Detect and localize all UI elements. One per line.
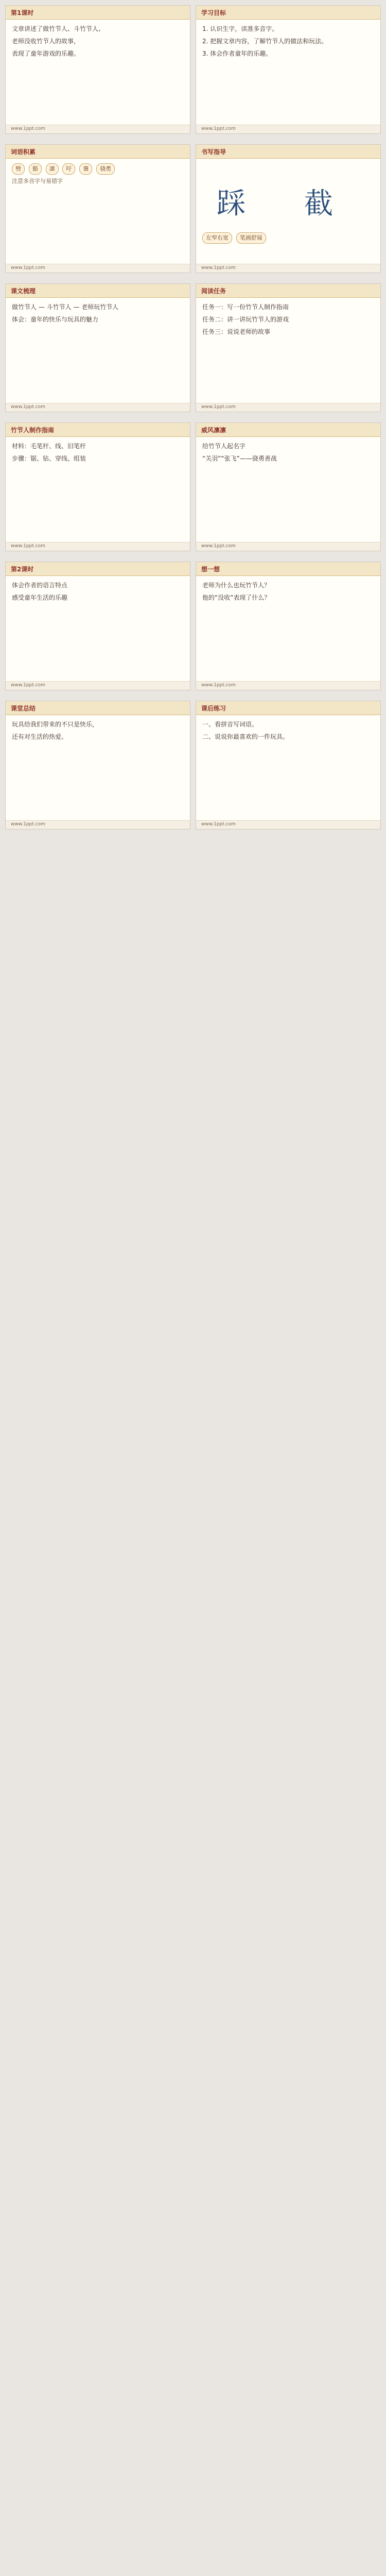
footer-brand: www.1ppt.com (11, 265, 45, 270)
slide-title: 学习目标 (201, 9, 226, 16)
slide-line: 3. 体会作者童年的乐趣。 (202, 50, 272, 57)
slide-5[interactable] (5, 283, 190, 412)
slide-line: 老师没收竹节人的故事， (12, 38, 80, 45)
slide-title-bar (6, 145, 190, 159)
word-pill: 凛 (46, 163, 59, 175)
slide-12[interactable] (196, 701, 381, 829)
slide-title: 课文梳理 (11, 287, 36, 295)
slide-content (12, 581, 184, 605)
slide-line: 任务三：说说老师的故事 (202, 328, 271, 335)
slide-line: 给竹节人起名字 (202, 443, 246, 450)
slide-footer (196, 264, 380, 273)
footer-brand: www.1ppt.com (201, 126, 236, 131)
slide-4[interactable] (196, 144, 381, 273)
slide-2[interactable] (196, 5, 381, 134)
footer-brand: www.1ppt.com (11, 822, 45, 827)
slide-content (202, 581, 374, 605)
slide-line: 任务一：写一份竹节人制作指南 (202, 303, 289, 311)
slide-line: 体会作者的语言特点 (12, 582, 68, 589)
slide-content (202, 302, 374, 340)
slide-footer (196, 125, 380, 133)
slide-title: 竹节人制作指南 (11, 427, 55, 434)
footer-brand: www.1ppt.com (201, 544, 236, 549)
slide-line: 他的“没收”表现了什么？ (202, 594, 271, 601)
word-pill: 吁 (62, 163, 75, 175)
slide-line: 做竹节人 — 斗竹节人 — 老师玩竹节人 (12, 303, 119, 311)
tip-pill: 左窄右宽 (202, 232, 232, 244)
footer-brand: www.1ppt.com (11, 683, 45, 688)
slide-title: 词语积累 (11, 148, 36, 156)
footer-brand: www.1ppt.com (201, 265, 236, 270)
slide-content (12, 24, 184, 61)
slide-title-bar (6, 284, 190, 298)
slide-footer (6, 681, 190, 690)
slide-footer (6, 125, 190, 133)
slide-title: 课后练习 (201, 705, 226, 712)
footer-brand: www.1ppt.com (11, 404, 45, 410)
slide-7[interactable] (5, 422, 190, 551)
slide-line: 还有对生活的热爱。 (12, 733, 68, 740)
slide-line: 感受童年生活的乐趣 (12, 594, 68, 601)
slide-content (12, 720, 184, 744)
slide-line: “关羽”“张飞”——骁勇善战 (202, 455, 277, 462)
tip-pill: 笔画舒展 (236, 232, 266, 244)
slide-8[interactable] (196, 422, 381, 551)
word-pill: 褒 (79, 163, 92, 175)
footer-brand: www.1ppt.com (11, 544, 45, 549)
slide-title: 书写指导 (201, 148, 226, 156)
slide-footer (196, 542, 380, 551)
slide-line: 任务二：讲一讲玩竹节人的游戏 (202, 316, 289, 323)
slide-1[interactable] (5, 5, 190, 134)
practice-char: 踩 (217, 187, 245, 221)
slide-note: 注意多音字与易错字 (12, 178, 63, 184)
slide-title-bar (196, 701, 380, 715)
slide-title-bar (196, 423, 380, 437)
slide-content (12, 442, 184, 466)
slide-title: 威风凛凛 (201, 427, 226, 434)
slide-line: 1. 认识生字，读准多音字。 (202, 25, 278, 32)
slide-title: 第1课时 (11, 9, 34, 16)
slide-10[interactable] (196, 562, 381, 690)
slide-title: 课堂总结 (11, 705, 36, 712)
word-pill: 骁勇 (96, 163, 115, 175)
slide-title-bar (6, 701, 190, 715)
slide-content (202, 442, 374, 466)
slide-footer (6, 820, 190, 829)
slide-title: 第2课时 (11, 566, 34, 573)
slide-title-bar (196, 145, 380, 159)
word-pill: 劈 (12, 163, 25, 175)
slide-title-bar (196, 284, 380, 298)
slide-footer (196, 820, 380, 829)
slide-title-bar (196, 562, 380, 576)
slide-content (202, 232, 374, 246)
slide-line: 体会：童年的快乐与玩具的魅力 (12, 316, 99, 323)
slide-title: 想一想 (201, 566, 220, 573)
slide-title: 阅读任务 (201, 287, 226, 295)
slide-line: 2. 把握文章内容，了解竹节人的做法和玩法。 (202, 38, 328, 45)
slide-title-bar (6, 423, 190, 437)
slide-footer (196, 403, 380, 412)
slide-footer (6, 264, 190, 273)
slide-line: 步骤：锯、钻、穿线、组装 (12, 455, 86, 462)
slide-line: 文章讲述了做竹节人、斗竹节人、 (12, 25, 105, 32)
slide-line: 一、看拼音写词语。 (202, 721, 258, 728)
footer-brand: www.1ppt.com (201, 683, 236, 688)
slide-3[interactable] (5, 144, 190, 273)
slide-line: 玩具给我们带来的不只是快乐， (12, 721, 99, 728)
slide-6[interactable] (196, 283, 381, 412)
slide-title-bar (196, 6, 380, 20)
footer-brand: www.1ppt.com (201, 404, 236, 410)
practice-char: 截 (304, 187, 333, 221)
slide-title-bar (6, 562, 190, 576)
slide-line: 二、说说你最喜欢的一件玩具。 (202, 733, 289, 740)
slide-content (12, 302, 184, 327)
slide-footer (6, 542, 190, 551)
slide-line: 表现了童年游戏的乐趣。 (12, 50, 80, 57)
slide-line: 材料：毛笔杆、线、旧笔杆 (12, 443, 86, 450)
word-pill: 豁 (29, 163, 42, 175)
footer-brand: www.1ppt.com (11, 126, 45, 131)
slide-content (202, 24, 374, 61)
slide-content (202, 720, 374, 744)
slide-line: 老师为什么也玩竹节人？ (202, 582, 271, 589)
slide-title-bar (6, 6, 190, 20)
slide-9[interactable] (5, 562, 190, 690)
slide-content (12, 163, 184, 189)
slide-footer (6, 403, 190, 412)
slide-11[interactable] (5, 701, 190, 829)
footer-brand: www.1ppt.com (201, 822, 236, 827)
slide-footer (196, 681, 380, 690)
